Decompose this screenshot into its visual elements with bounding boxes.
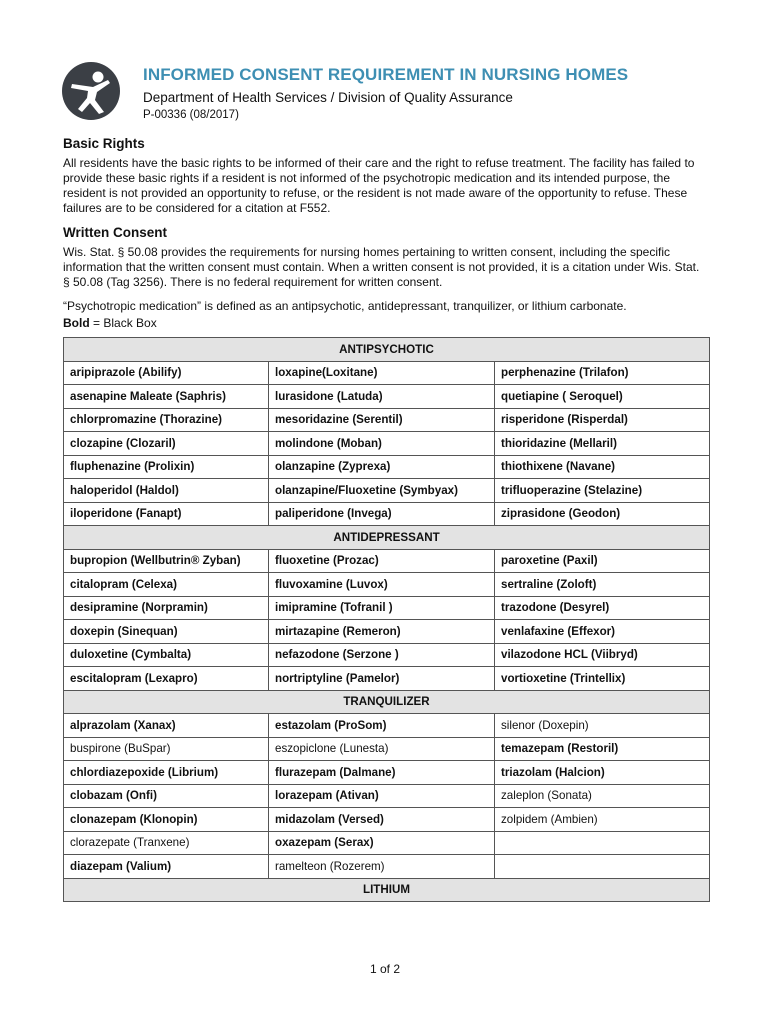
- medication-cell: perphenazine (Trilafon): [495, 361, 710, 385]
- medication-cell: thiothixene (Navane): [495, 455, 710, 479]
- section-header-row: [64, 338, 710, 362]
- bold-legend: [63, 316, 709, 331]
- medication-cell: temazepam (Restoril): [495, 737, 710, 761]
- person-circle-logo-icon: [62, 62, 120, 120]
- medication-cell: fluphenazine (Prolixin): [64, 455, 269, 479]
- medication-cell: zaleplon (Sonata): [495, 784, 710, 808]
- table-row: [64, 385, 710, 409]
- medication-cell: mesoridazine (Serentil): [269, 408, 495, 432]
- table-row: [64, 667, 710, 691]
- table-row: [64, 502, 710, 526]
- medication-cell: buspirone (BuSpar): [64, 737, 269, 761]
- medication-cell: oxazepam (Serax): [269, 831, 495, 855]
- table-row: [64, 408, 710, 432]
- table-row: [64, 855, 710, 879]
- table-row: [64, 737, 710, 761]
- medication-cell: chlorpromazine (Thorazine): [64, 408, 269, 432]
- section-header-tranquilizer: TRANQUILIZER: [64, 690, 710, 714]
- bold-legend-meaning: = Black Box: [89, 316, 157, 330]
- page-title: INFORMED CONSENT REQUIREMENT IN NURSING HOMES: [143, 65, 629, 84]
- medication-cell: citalopram (Celexa): [64, 573, 269, 597]
- document-body: [63, 136, 709, 902]
- medication-cell: escitalopram (Lexapro): [64, 667, 269, 691]
- medication-cell: trazodone (Desyrel): [495, 596, 710, 620]
- medication-cell: sertraline (Zoloft): [495, 573, 710, 597]
- medication-cell: iloperidone (Fanapt): [64, 502, 269, 526]
- medication-cell: nortriptyline (Pamelor): [269, 667, 495, 691]
- medication-cell: duloxetine (Cymbalta): [64, 643, 269, 667]
- table-row: [64, 620, 710, 644]
- table-row: [64, 432, 710, 456]
- basic-rights-text: All residents have the basic rights to be informed of their care and the right to refuse treatment. The facility has failed to provide these basic rights if a resident is not informed of the psychotropic medication and its intended purpose, the resident is not provided an opportunity to refuse, or the resident is not made aware of the opportunity to refuse. These failures are to be considered for a citation at F552.: [63, 156, 695, 215]
- medication-cell: zolpidem (Ambien): [495, 808, 710, 832]
- medication-cell: paliperidone (Invega): [269, 502, 495, 526]
- medication-cell: venlafaxine (Effexor): [495, 620, 710, 644]
- medication-cell: clorazepate (Tranxene): [64, 831, 269, 855]
- medication-cell: fluvoxamine (Luvox): [269, 573, 495, 597]
- medication-cell: asenapine Maleate (Saphris): [64, 385, 269, 409]
- page-number: 1 of 2: [369, 962, 401, 976]
- medication-cell: molindone (Moban): [269, 432, 495, 456]
- medication-cell: alprazolam (Xanax): [64, 714, 269, 738]
- medication-cell: midazolam (Versed): [269, 808, 495, 832]
- department-line: Department of Health Services / Division of Quality Assurance: [143, 90, 513, 105]
- medication-cell: triazolam (Halcion): [495, 761, 710, 785]
- table-row: [64, 455, 710, 479]
- medication-cell: olanzapine (Zyprexa): [269, 455, 495, 479]
- basic-rights-heading: Basic Rights: [63, 136, 145, 151]
- medication-cell: haloperidol (Haldol): [64, 479, 269, 503]
- table-row: [64, 596, 710, 620]
- medication-cell: lurasidone (Latuda): [269, 385, 495, 409]
- medication-cell: fluoxetine (Prozac): [269, 549, 495, 573]
- medication-cell: paroxetine (Paxil): [495, 549, 710, 573]
- medication-cell: eszopiclone (Lunesta): [269, 737, 495, 761]
- bold-legend-label: Bold: [63, 316, 90, 330]
- table-row: [64, 784, 710, 808]
- medication-cell: chlordiazepoxide (Librium): [64, 761, 269, 785]
- medication-table: [63, 337, 710, 902]
- written-consent-text: Wis. Stat. § 50.08 provides the requirements for nursing homes pertaining to written consent, including the specific information that the written consent must contain. When a written consent is not provided, it is a citation under Wis. Stat. § 50.08 (Tag 3256). There is no federal requirement for written consent.: [63, 245, 700, 289]
- medication-cell: thioridazine (Mellaril): [495, 432, 710, 456]
- table-row: [64, 643, 710, 667]
- medication-cell: clobazam (Onfi): [64, 784, 269, 808]
- medication-cell: risperidone (Risperdal): [495, 408, 710, 432]
- section-header-row: [64, 526, 710, 550]
- medication-cell: clozapine (Clozaril): [64, 432, 269, 456]
- section-header-antidepressant: ANTIDEPRESSANT: [64, 526, 710, 550]
- medication-cell: mirtazapine (Remeron): [269, 620, 495, 644]
- psychotropic-definition: “Psychotropic medication” is defined as an antipsychotic, antidepressant, tranquilizer, or lithium carbonate.: [63, 299, 627, 313]
- medication-cell: desipramine (Norpramin): [64, 596, 269, 620]
- medication-cell: ramelteon (Rozerem): [269, 855, 495, 879]
- table-row: [64, 714, 710, 738]
- table-row: [64, 549, 710, 573]
- form-number: P-00336 (08/2017): [143, 109, 239, 121]
- medication-cell: vortioxetine (Trintellix): [495, 667, 710, 691]
- section-header-row: [64, 690, 710, 714]
- medication-cell: estazolam (ProSom): [269, 714, 495, 738]
- empty-cell: [495, 831, 710, 855]
- table-row: [64, 361, 710, 385]
- empty-cell: [495, 855, 710, 879]
- medication-cell: quetiapine ( Seroquel): [495, 385, 710, 409]
- table-row: [64, 479, 710, 503]
- medication-cell: imipramine (Tofranil ): [269, 596, 495, 620]
- medication-cell: diazepam (Valium): [64, 855, 269, 879]
- section-header-row: [64, 878, 710, 902]
- section-header-lithium: LITHIUM: [64, 878, 710, 902]
- medication-cell: trifluoperazine (Stelazine): [495, 479, 710, 503]
- section-header-antipsychotic: ANTIPSYCHOTIC: [64, 338, 710, 362]
- medication-cell: lorazepam (Ativan): [269, 784, 495, 808]
- medication-cell: vilazodone HCL (Viibryd): [495, 643, 710, 667]
- medication-cell: aripiprazole (Abilify): [64, 361, 269, 385]
- medication-cell: clonazepam (Klonopin): [64, 808, 269, 832]
- table-row: [64, 831, 710, 855]
- table-row: [64, 808, 710, 832]
- medication-cell: flurazepam (Dalmane): [269, 761, 495, 785]
- medication-cell: loxapine(Loxitane): [269, 361, 495, 385]
- medication-cell: olanzapine/Fluoxetine (Symbyax): [269, 479, 495, 503]
- medication-cell: silenor (Doxepin): [495, 714, 710, 738]
- medication-cell: ziprasidone (Geodon): [495, 502, 710, 526]
- medication-cell: nefazodone (Serzone ): [269, 643, 495, 667]
- medication-cell: doxepin (Sinequan): [64, 620, 269, 644]
- medication-cell: bupropion (Wellbutrin® Zyban): [64, 549, 269, 573]
- written-consent-heading: Written Consent: [63, 225, 167, 240]
- table-row: [64, 573, 710, 597]
- table-row: [64, 761, 710, 785]
